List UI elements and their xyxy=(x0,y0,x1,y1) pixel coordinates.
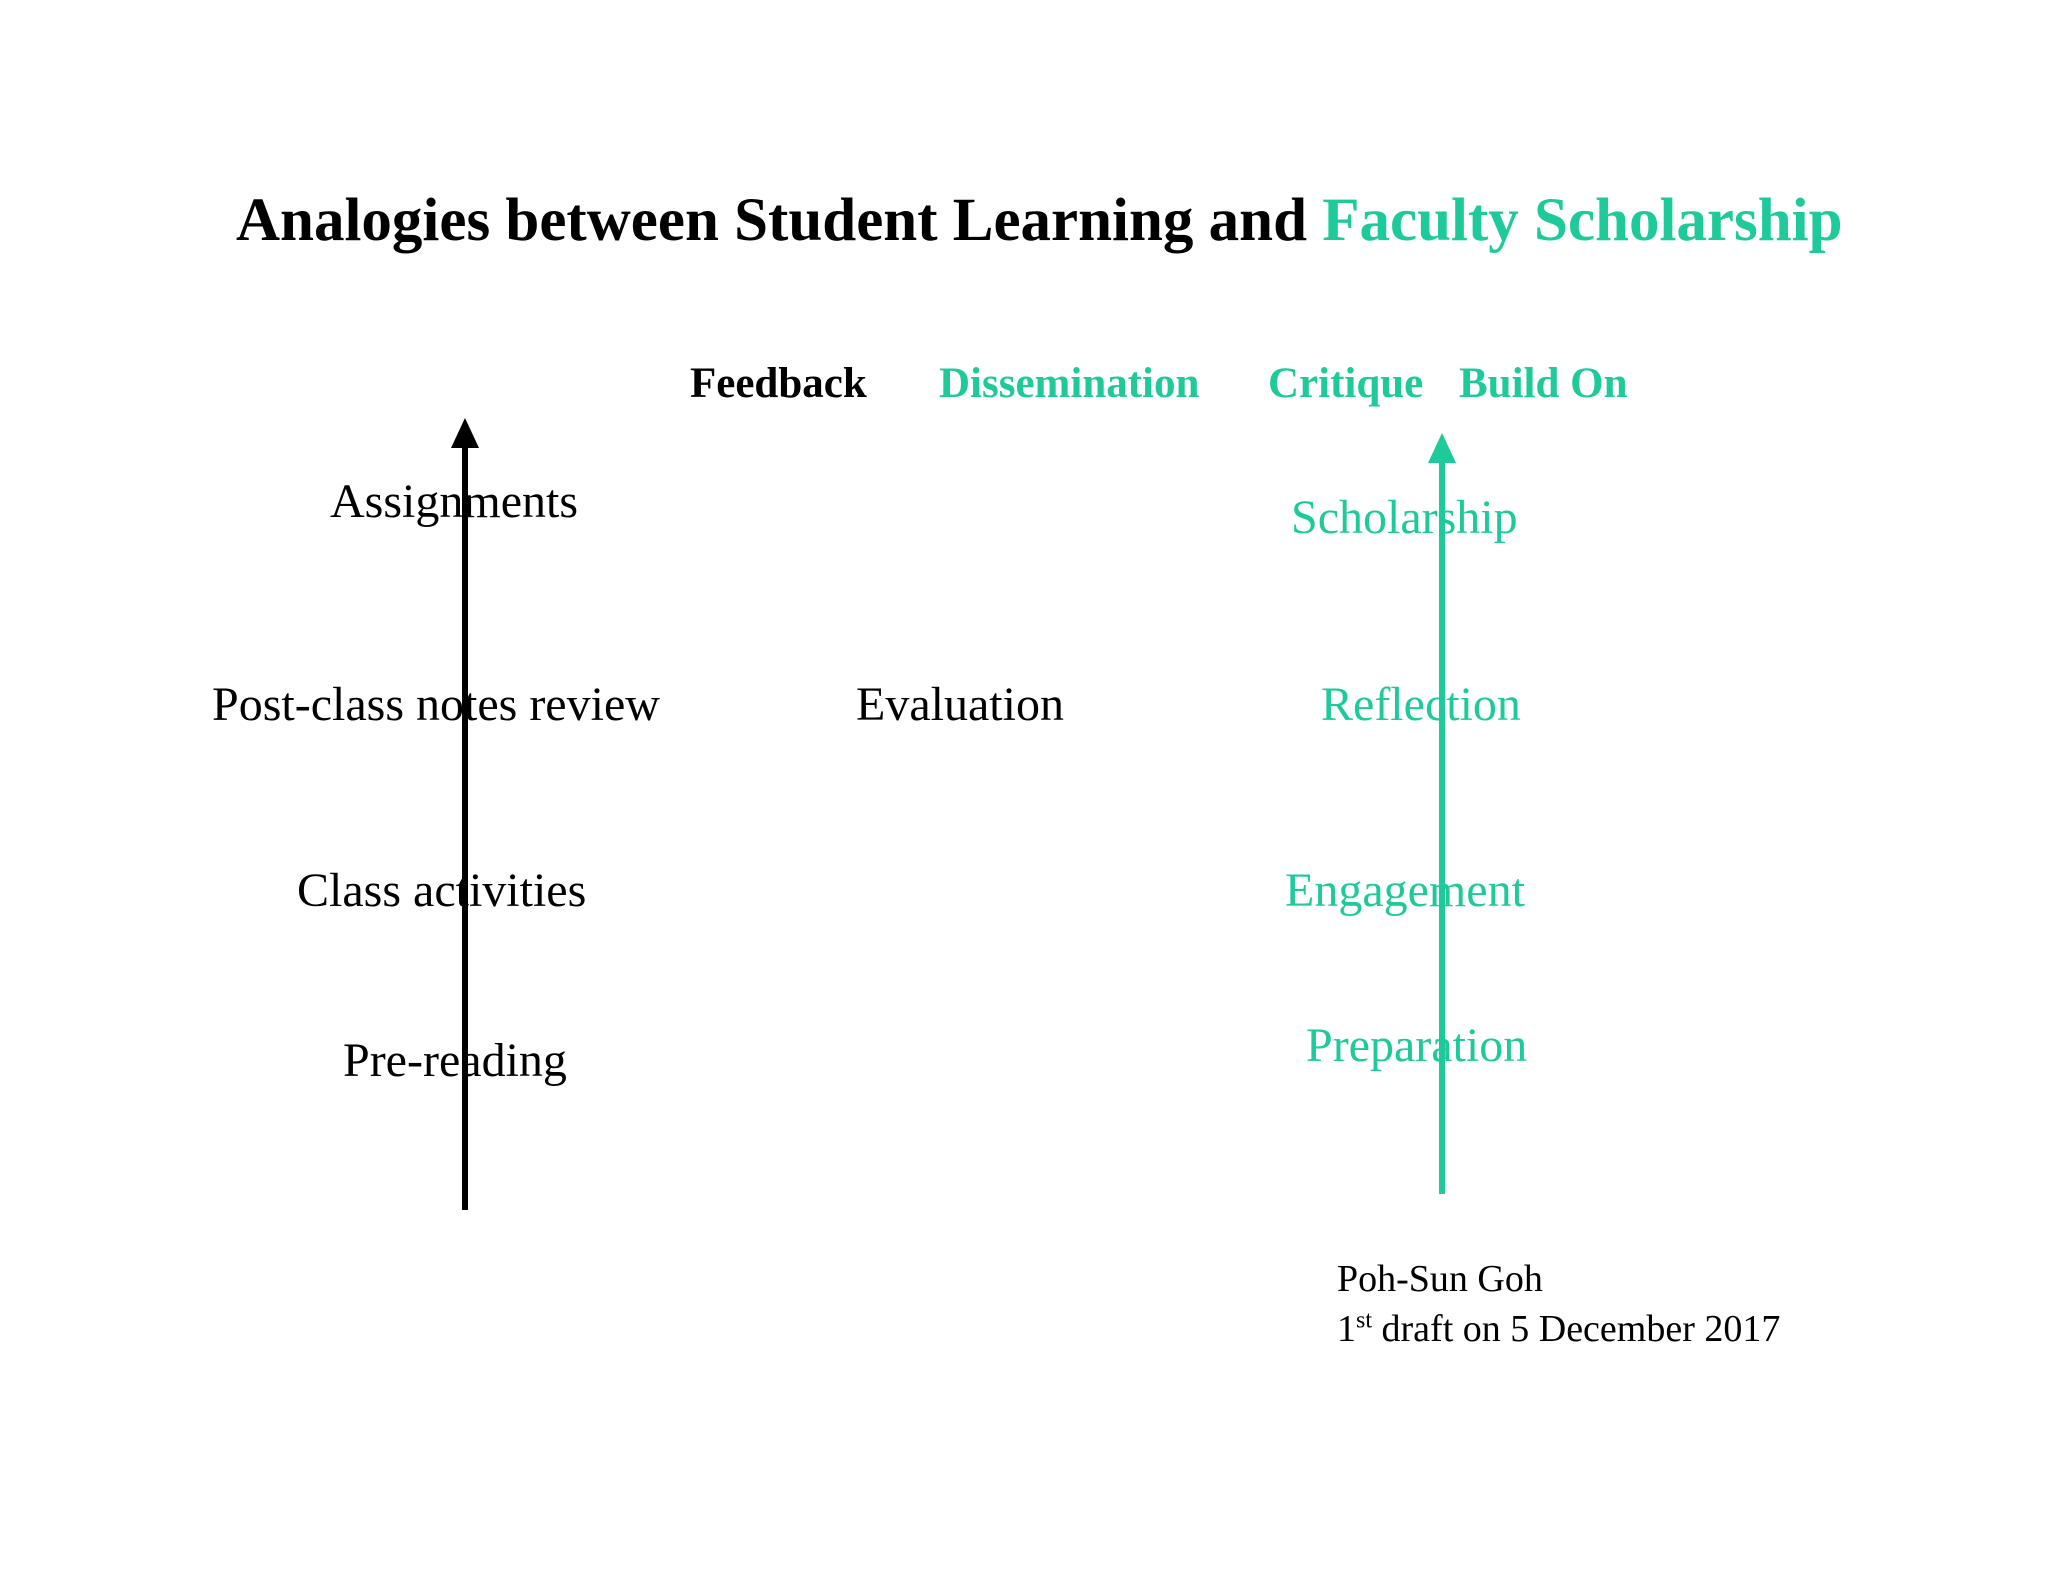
label-scholarship: Scholarship xyxy=(1291,491,1518,544)
header-critique: Critique xyxy=(1268,360,1424,407)
credit-author: Poh-Sun Goh xyxy=(1337,1258,1543,1300)
label-preparation: Preparation xyxy=(1306,1019,1528,1072)
header-dissemination: Dissemination xyxy=(939,360,1200,407)
title-faculty-scholarship: Faculty Scholarship xyxy=(1322,187,1843,254)
label-pre-reading: Pre-reading xyxy=(343,1034,567,1087)
draft-rest: draft on 5 December 2017 xyxy=(1372,1308,1781,1350)
draft-number: 1 xyxy=(1337,1308,1356,1350)
faculty-scholarship-arrow-icon xyxy=(1428,433,1456,1194)
label-post-class-notes-review: Post-class notes review xyxy=(212,678,660,731)
page-title xyxy=(236,187,1843,254)
label-reflection: Reflection xyxy=(1321,678,1521,731)
header-feedback: Feedback xyxy=(690,360,867,407)
label-class-activities: Class activities xyxy=(297,864,587,917)
title-student-learning: Analogies between Student Learning and xyxy=(236,187,1323,254)
draft-suffix: st xyxy=(1356,1307,1373,1334)
label-assignments: Assignments xyxy=(330,475,579,528)
header-build-on: Build On xyxy=(1459,360,1628,407)
label-evaluation: Evaluation xyxy=(856,678,1064,731)
student-learning-arrow-icon xyxy=(451,418,479,1210)
credit-draft-date xyxy=(1337,1307,1781,1350)
label-engagement: Engagement xyxy=(1285,864,1525,917)
